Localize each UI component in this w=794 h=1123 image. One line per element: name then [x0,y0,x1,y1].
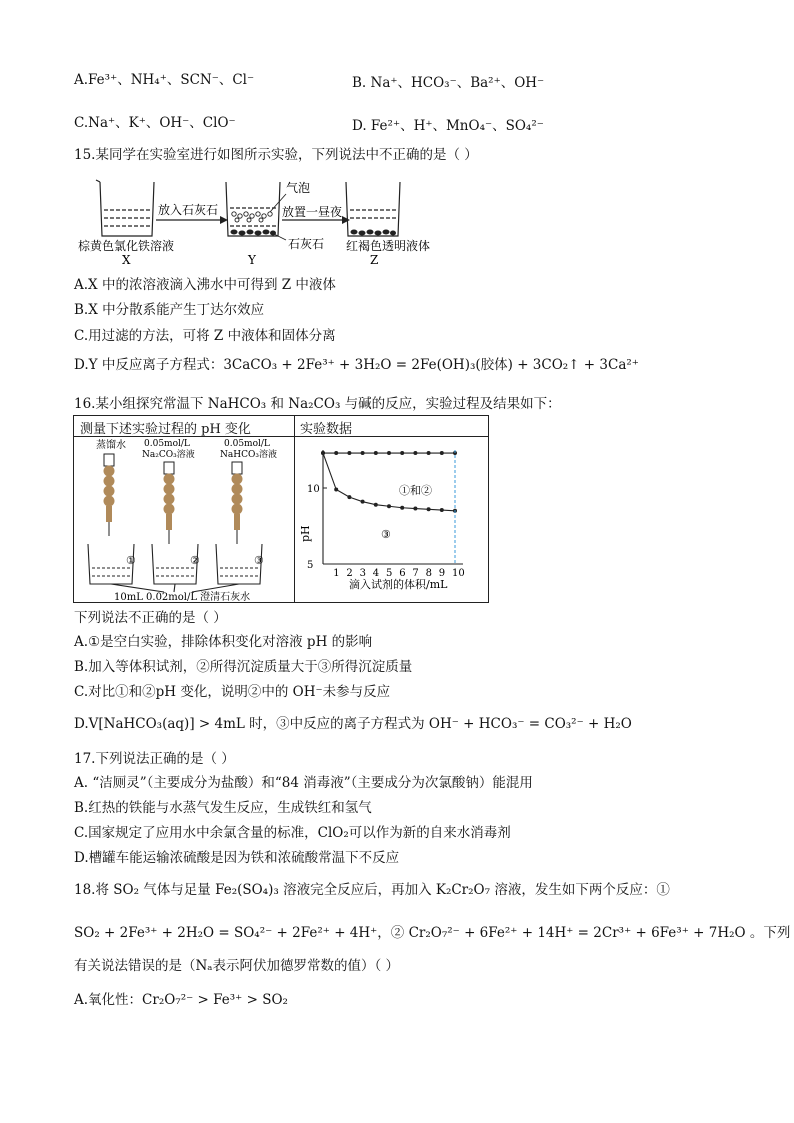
x-tick-label: 2 [346,568,353,579]
data-point [321,451,325,455]
beaker-label-2: ② [190,554,200,567]
data-point [413,451,417,455]
q16-stem: 16.某小组探究常温下 NaHCO₃ 和 Na₂CO₃ 与碱的反应，实验过程及结果如下： [74,396,561,412]
data-point [374,503,378,507]
table-header-right: 实验数据 [300,422,353,437]
arrow2-label: 放置一昼夜 [282,205,343,219]
data-point [387,504,391,508]
bubble-label: 气泡 [286,181,311,195]
x-caption: 棕黄色氯化铁溶液 [78,239,175,253]
q17-option-b: B.红热的铁能与水蒸气发生反应，生成铁红和氢气 [74,800,372,816]
q14-option-a: A.Fe³⁺、NH₄⁺、SCN⁻、Cl⁻ [74,72,255,88]
q16-sub-question: 下列说法不正确的是（ ） [74,610,227,626]
data-point [374,451,378,455]
z-letter: Z [370,253,379,267]
table-header-left: 测量下述实验过程的 pH 变化 [80,422,251,437]
q15-option-c: C.用过滤的方法，可将 Z 中液体和固体分离 [74,328,336,344]
q17-option-a: A. “洁厕灵”（主要成分为盐酸）和“84 消毒液”（主要成分为次氯酸钠）能混用 [74,775,533,791]
beaker-y [226,182,280,236]
series-label-3: ③ [381,528,391,541]
q15-figure [74,174,454,270]
reagent3-line2: NaHCO₃溶液 [220,450,277,460]
q18-option-a: A.氧化性：Cr₂O₇²⁻ > Fe³⁺ > SO₂ [74,992,288,1008]
data-point [387,451,391,455]
series-line-2 [323,453,455,511]
data-point [413,507,417,511]
q17-stem: 17.下列说法正确的是（ ） [74,751,235,767]
z-caption: 红褐色透明液体 [346,239,431,253]
reagent1-label: 蒸馏水 [96,440,126,451]
beaker-label-1: ① [126,554,136,567]
q18-stem-line2: SO₂ + 2Fe³⁺ + 2H₂O = SO₄²⁻ + 2Fe²⁺ + 4H⁺，② Cr₂O₇²⁻ + 6Fe²⁺ + 14H⁺ = 2Cr³⁺ + 6Fe³⁺ + 7H₂O 。下列 [74,925,791,941]
stone-label: 石灰石 [288,237,325,251]
data-point [361,451,365,455]
data-point [427,507,431,511]
q15-option-b: B.X 中分散系能产生丁达尔效应 [74,302,265,318]
ph-chart [295,436,488,602]
data-point [400,451,404,455]
reagent3-line1: 0.05mol/L [224,439,270,449]
beaker-caption: 10mL 0.02mol/L 澄清石灰水 [114,592,251,602]
x-tick-label: 6 [399,568,406,579]
x-tick-label: 5 [386,568,393,579]
arrow1-label: 放入石灰石 [158,203,219,217]
beaker-x [96,180,154,236]
x-tick-label: 1 [333,568,340,579]
q17-option-d: D.槽罐车能运输浓硫酸是因为铁和浓硫酸常温下不反应 [74,850,400,866]
data-point [361,500,365,504]
data-point [440,451,444,455]
beaker-z [346,182,400,236]
burette-3 [232,462,243,544]
data-point [334,451,338,455]
data-point [400,506,404,510]
burette-1 [104,454,115,536]
q18-stem-line1: 18.将 SO₂ 气体与足量 Fe₂(SO₄)₃ 溶液完全反应后，再加入 K₂Cr₂O₇ 溶液，发生如下两个反应：① [74,882,670,898]
x-tick-label: 8 [425,568,432,579]
q16-table [73,415,489,603]
data-point [440,508,444,512]
y-axis-label: pH [299,525,312,542]
q16-apparatus [74,436,294,602]
reagent2-line1: 0.05mol/L [144,439,190,449]
series-label-1-2: ①和② [399,484,432,497]
reagent2-line2: Na₂CO₃溶液 [142,450,195,460]
x-letter: X [122,253,131,267]
data-point [427,451,431,455]
q17-option-c: C.国家规定了应用水中余氯含量的标准，ClO₂可以作为新的自来水消毒剂 [74,825,511,841]
x-tick-label: 9 [438,568,446,579]
burette-2 [164,462,175,544]
y-letter: Y [248,253,256,267]
q14-option-c: C.Na⁺、K⁺、OH⁻、ClO⁻ [74,115,236,131]
x-tick-label: 7 [412,568,419,579]
q15-option-d: D.Y 中反应离子方程式：3CaCO₃ + 2Fe³⁺ + 3H₂O = 2Fe(OH)₃(胶体) + 3CO₂↑ + 3Ca²⁺ [74,357,639,373]
data-point [334,488,338,492]
q16-option-d: D.V[NaHCO₃(aq)] > 4mL 时，③中反应的离子方程式为 OH⁻ + HCO₃⁻ = CO₃²⁻ + H₂O [74,716,632,732]
x-tick-label: 10 [452,568,465,579]
beaker-label-3: ③ [254,554,264,567]
q18-stem-line3: 有关说法错误的是（Nₐ表示阿伏加德罗常数的值）（ ） [74,958,400,974]
q16-option-b: B.加入等体积试剂，②所得沉淀质量大于③所得沉淀质量 [74,659,413,675]
data-point [347,495,351,499]
x-tick-label: 4 [372,568,380,579]
data-point [347,451,351,455]
q14-option-d: D. Fe²⁺、H⁺、MnO₄⁻、SO₄²⁻ [352,118,544,134]
q16-option-a: A.①是空白实验，排除体积变化对溶液 pH 的影响 [74,634,373,650]
q14-option-b: B. Na⁺、HCO₃⁻、Ba²⁺、OH⁻ [352,75,545,91]
q15-stem: 15.某同学在实验室进行如图所示实验，下列说法中不正确的是（ ） [74,147,478,163]
y-tick-label: 10 [307,484,320,495]
q16-option-c: C.对比①和②pH 变化，说明②中的 OH⁻未参与反应 [74,684,391,700]
y-tick-label: 5 [307,560,314,571]
x-axis-label: 滴入试剂的体积/mL [349,578,448,591]
x-tick-label: 3 [359,568,366,579]
q15-option-a: A.X 中的浓溶液滴入沸水中可得到 Z 中液体 [74,277,336,293]
